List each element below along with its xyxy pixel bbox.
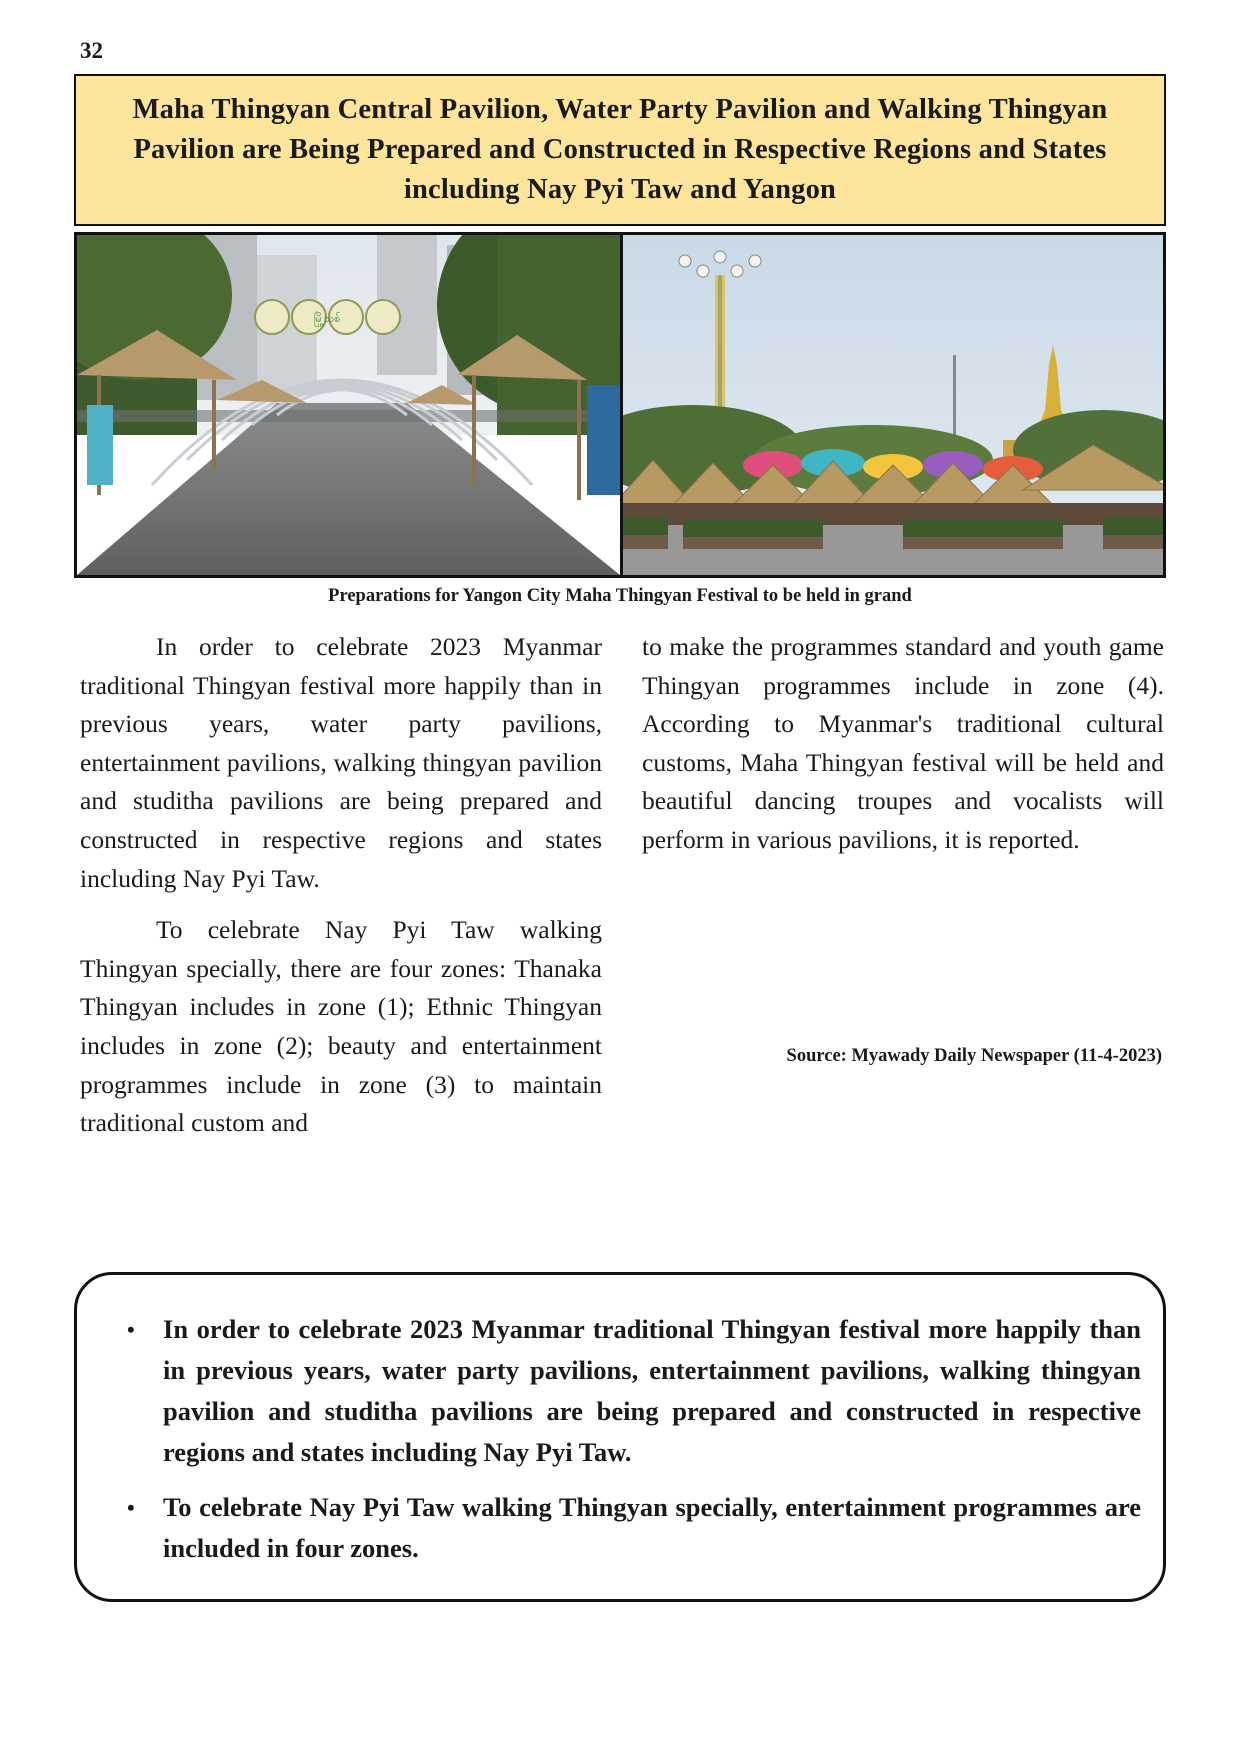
article-column-left xyxy=(80,628,602,1143)
summary-item-text: To celebrate Nay Pyi Taw walking Thingyan specially, entertainment programmes are included in four zones. xyxy=(163,1492,1141,1563)
arch-sign-text: မြို့သစ် xyxy=(313,312,341,325)
article-column-right xyxy=(642,628,1164,860)
summary-item-text: In order to celebrate 2023 Myanmar traditional Thingyan festival more happily than in previous years, water party pavilions, entertainment pavilions, walking thingyan pavilion and studitha pavilions are being prepared and constructed in respective regions and states including Nay Pyi Taw. xyxy=(163,1314,1141,1467)
source-citation: Source: Myawady Daily Newspaper (11-4-2023) xyxy=(786,1046,1162,1066)
summary-box xyxy=(74,1272,1166,1602)
bullet-icon: • xyxy=(127,1317,135,1342)
title-box xyxy=(74,74,1166,226)
photo-pagoda-pavilions xyxy=(620,232,1166,578)
summary-list xyxy=(127,1309,1141,1569)
summary-item xyxy=(127,1309,1141,1473)
summary-item xyxy=(127,1487,1141,1569)
article-paragraph-1: In order to celebrate 2023 Myanmar traditional Thingyan festival more happily than in previous years, water party pavilions, entertainment pavilions, walking thingyan pavilion and studitha pavilions are being prepared and constructed in respective regions and states including Nay Pyi Taw. xyxy=(80,632,602,893)
article-paragraph-2: To celebrate Nay Pyi Taw walking Thingyan specially, there are four zones: Thanaka Thingyan includes in zone (1); Ethnic Thingyan includes in zone (2); beauty and entertainment programmes include in zone (3) to maintain traditional custom and xyxy=(80,915,602,1138)
bullet-icon: • xyxy=(127,1495,135,1520)
photo-street-pavilions xyxy=(74,232,623,578)
article-title: Maha Thingyan Central Pavilion, Water Party Pavilion and Walking Thingyan Pavilion are Being Prepared and Constructed in Respective Regions and States including Nay Pyi Taw and Yangon xyxy=(132,94,1108,205)
article-paragraph-3: to make the programmes standard and youth game Thingyan programmes include in zone (4). According to Myanmar's traditional cultural customs, Maha Thingyan festival will be held and beautiful dancing troupes and vocalists will perform in various pavilions, it is reported. xyxy=(642,632,1164,854)
photo-caption: Preparations for Yangon City Maha Thingyan Festival to be held in grand xyxy=(328,586,912,606)
page-number: 32 xyxy=(80,38,103,63)
